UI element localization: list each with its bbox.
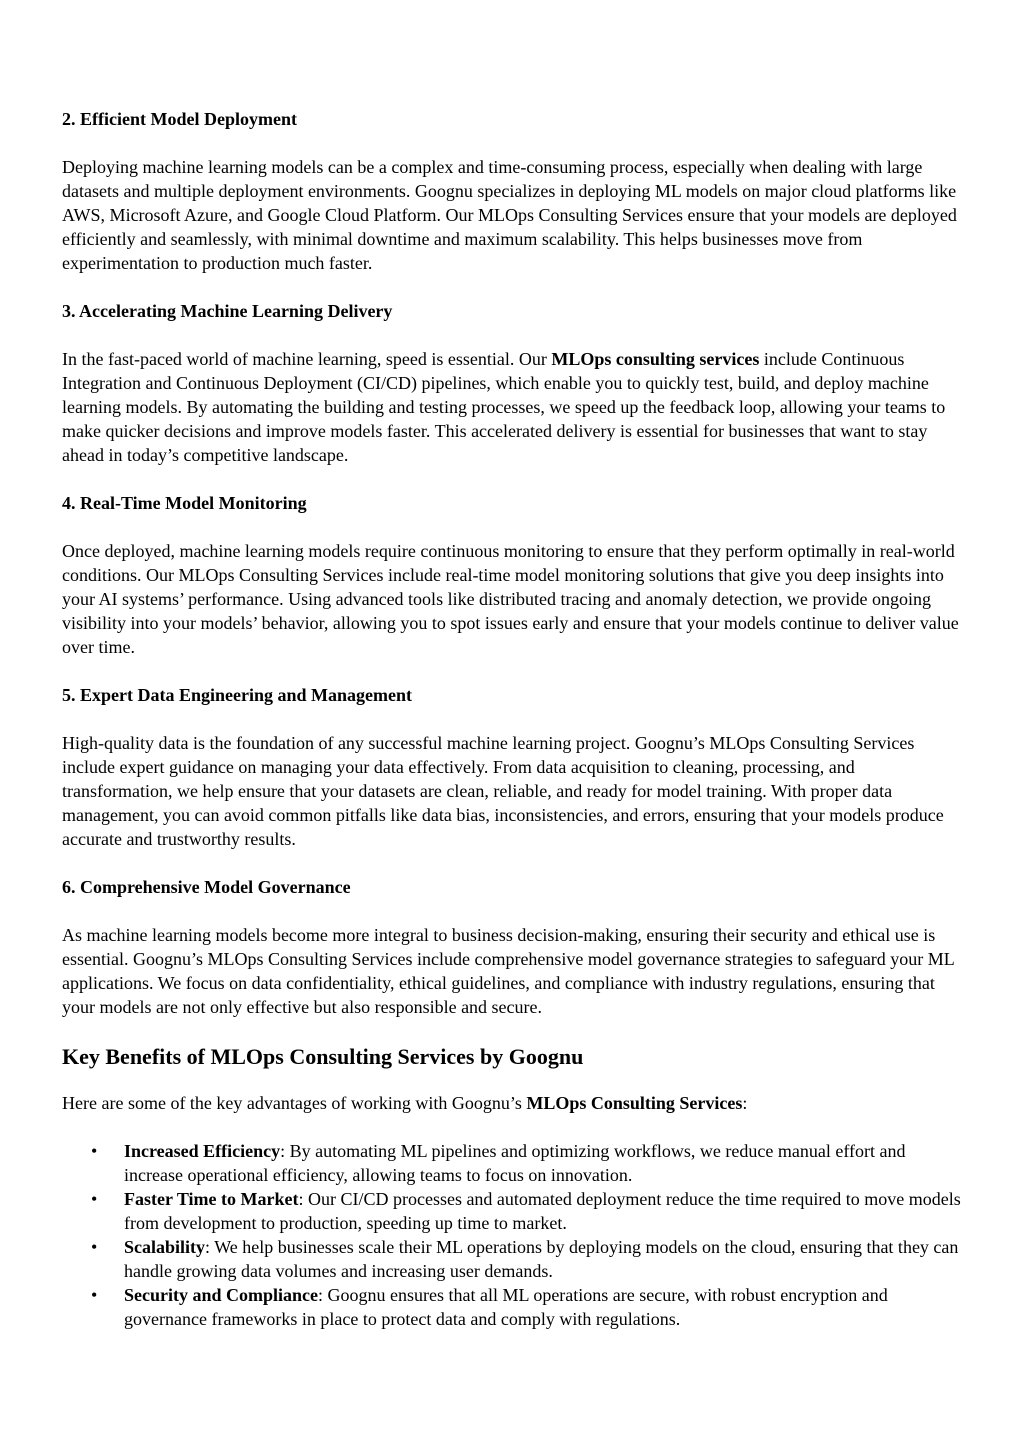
- paragraph-text: :: [742, 1093, 748, 1113]
- section-key-benefits: [62, 1043, 962, 1331]
- list-item: [91, 1283, 962, 1331]
- key-benefits-intro: [62, 1091, 962, 1115]
- section-paragraph: Deploying machine learning models can be a complex and time-consuming process, especially when dealing with large datasets and multiple deployment environments. Goognu specializes in deploying ML models on major cloud platforms like AWS, Microsoft Azure, and Google Cloud Platform. Our MLOps Consulting Services ensure that your models are deployed efficiently and seamlessly, with minimal downtime and maximum scalability. This helps businesses move from experimentation to production much faster.: [62, 157, 957, 273]
- benefits-list: [62, 1139, 962, 1331]
- paragraph-text: include Continuous Integration and Continuous Deployment (CI/CD) pipelines, which enable you to quickly test, build, and deploy machine learning models. By automating the building and testing processes, we speed up the feedback loop, allowing your teams to make quicker decisions and improve models faster. This accelerated delivery is essential for businesses that want to stay ahead in today’s competitive landscape.: [62, 349, 946, 465]
- section-paragraph: [62, 347, 962, 467]
- paragraph-bold-text: MLOps Consulting Services: [526, 1093, 743, 1113]
- section-real-time-monitoring: [62, 491, 962, 659]
- benefit-text: : Our CI/CD processes and automated deployment reduce the time required to move models from development to production, speeding up time to market.: [124, 1189, 961, 1233]
- section-accelerating-delivery: [62, 299, 962, 467]
- benefit-title: Faster Time to Market: [124, 1189, 299, 1209]
- benefit-title: Security and Compliance: [124, 1285, 319, 1305]
- section-heading: 6. Comprehensive Model Governance: [62, 877, 351, 897]
- section-heading: 4. Real-Time Model Monitoring: [62, 493, 307, 513]
- paragraph-text: In the fast-paced world of machine learning, speed is essential. Our: [62, 349, 552, 369]
- section-heading: 2. Efficient Model Deployment: [62, 109, 297, 129]
- benefit-text: : We help businesses scale their ML operations by deploying models on the cloud, ensuring that they can handle growing data volumes and increasing user demands.: [124, 1237, 959, 1281]
- list-item: [91, 1235, 962, 1283]
- list-item: [91, 1139, 962, 1187]
- section-heading: 3. Accelerating Machine Learning Delivery: [62, 301, 393, 321]
- section-heading: 5. Expert Data Engineering and Management: [62, 685, 412, 705]
- section-data-engineering: [62, 683, 962, 851]
- benefit-title: Increased Efficiency: [124, 1141, 281, 1161]
- bullet-icon: •: [91, 1141, 98, 1161]
- section-model-governance: [62, 875, 962, 1019]
- bullet-icon: •: [91, 1285, 98, 1305]
- section-efficient-deployment: [62, 107, 962, 275]
- key-benefits-heading: Key Benefits of MLOps Consulting Services by Goognu: [62, 1044, 584, 1069]
- benefit-text: : By automating ML pipelines and optimizing workflows, we reduce manual effort and increase operational efficiency, allowing teams to focus on innovation.: [124, 1141, 906, 1185]
- paragraph-bold-text: MLOps consulting services: [551, 349, 760, 369]
- bullet-icon: •: [91, 1237, 98, 1257]
- section-paragraph: Once deployed, machine learning models require continuous monitoring to ensure that they perform optimally in real-world conditions. Our MLOps Consulting Services include real-time model monitoring solutions that give you deep insights into your AI systems’ performance. Using advanced tools like distributed tracing and anomaly detection, we provide ongoing visibility into your models’ behavior, allowing you to spot issues early and ensure that your models continue to deliver value over time.: [62, 541, 959, 657]
- paragraph-text: Here are some of the key advantages of working with Goognu’s: [62, 1093, 527, 1113]
- list-item: [91, 1187, 962, 1235]
- section-paragraph: High-quality data is the foundation of any successful machine learning project. Goognu’s MLOps Consulting Services include expert guidance on managing your data effectively. From data acquisition to cleaning, processing, and transformation, we help ensure that your datasets are clean, reliable, and ready for model training. With proper data management, you can avoid common pitfalls like data bias, inconsistencies, and errors, ensuring that your models produce accurate and trustworthy results.: [62, 733, 944, 849]
- benefit-text: : Goognu ensures that all ML operations are secure, with robust encryption and governance frameworks in place to protect data and comply with regulations.: [124, 1285, 888, 1329]
- benefit-title: Scalability: [124, 1237, 206, 1257]
- bullet-icon: •: [91, 1189, 98, 1209]
- section-paragraph: As machine learning models become more integral to business decision-making, ensuring their security and ethical use is essential. Goognu’s MLOps Consulting Services include comprehensive model governance strategies to safeguard your ML applications. We focus on data confidentiality, ethical guidelines, and compliance with industry regulations, ensuring that your models are not only effective but also responsible and secure.: [62, 925, 955, 1017]
